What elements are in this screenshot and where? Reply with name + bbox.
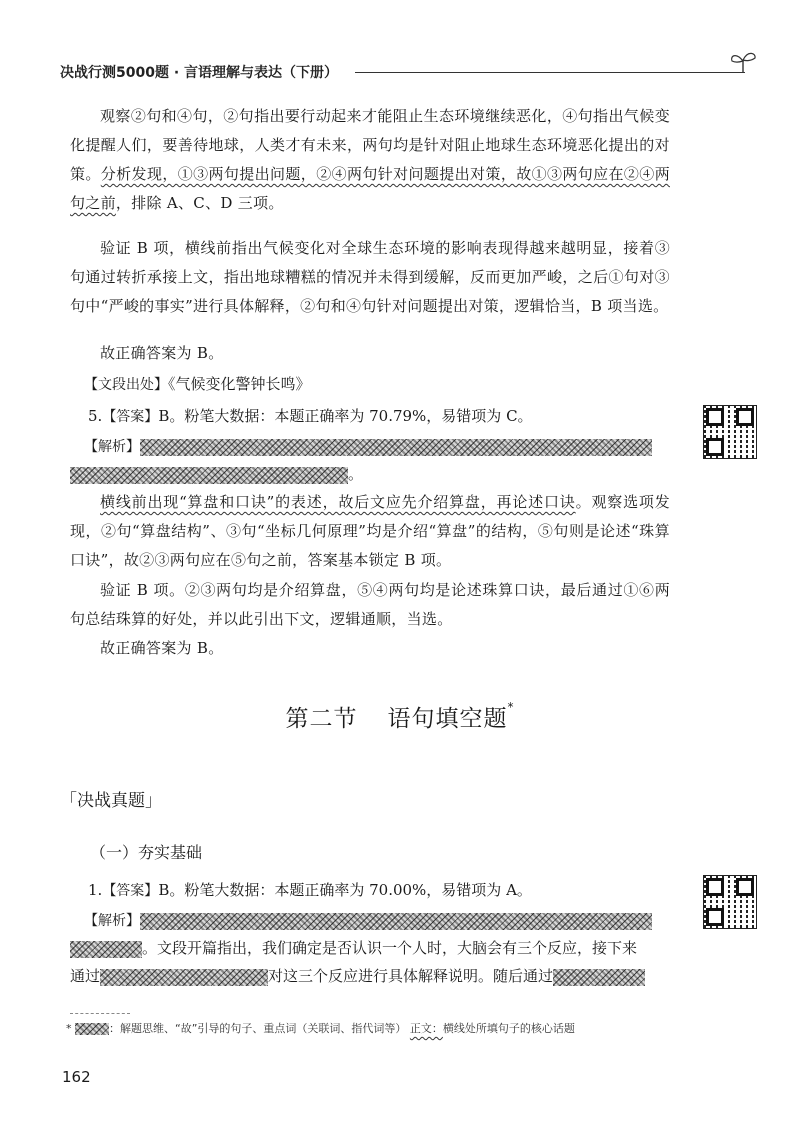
q5-answer-label: 【答案】 [102, 409, 159, 425]
q5-paragraph-1-rest: 。观察选项发现，②句“算盘结构”、③句“坐标几何原理”均是介绍“算盘”的结构，⑤句则是论述“珠算口诀”，故②③两句应在⑤句之前，答案基本锁定 B 项。 [70, 493, 671, 569]
q5-analysis-line-2 [70, 460, 670, 489]
q5-analysis-line [84, 432, 684, 462]
running-header-title: 决战行测5000题 · 言语理解与表达（下册） [60, 65, 339, 81]
sub-heading: 「决战真题」 [60, 791, 162, 811]
redacted-text-block [75, 1023, 109, 1035]
q5-analysis-paragraph-2: 验证 B 项。②③两句均是介绍算盘，⑤④两句均是论述珠算口诀，最后通过①⑥两句总结珠算的好处，并以此引出下文，逻辑通顺，当选。 [70, 581, 670, 628]
sub-section-heading: （一）夯实基础 [90, 843, 203, 862]
q1-line-2-text: 。文段开篇指出，我们确定是否认识一个人时，大脑会有三个反应，接下来 [142, 939, 638, 957]
q4-paragraph-1-key-point: 分析发现，①③两句提出问题，②④两句针对问题提出对策，故①③两句应在②④两句之前 [70, 165, 670, 212]
q5-conclusion: 故正确答案为 B。 [100, 639, 224, 657]
qr-code-icon[interactable] [703, 405, 757, 459]
footnote-text-3: 横线处所填句子的核心话题 [442, 1022, 575, 1035]
footnote-star: * [66, 1022, 72, 1035]
section-number: 第二节 [285, 706, 358, 732]
footnote-text-2: 正文： [409, 1022, 443, 1035]
q5-analysis-end: 。 [348, 465, 364, 483]
qr-code-icon[interactable] [703, 875, 757, 929]
q1-analysis-line-2 [70, 934, 670, 963]
section-name: 语句填空题 [387, 706, 508, 732]
page-number: 162 [62, 1068, 91, 1086]
q1-line-3-start: 通过 [70, 967, 101, 985]
q1-analysis-label: 【解析】 [84, 913, 140, 929]
redacted-text-block [140, 913, 652, 930]
q5-answer-text: B。粉笔大数据：本题正确率为 70.79%，易错项为 C。 [158, 407, 533, 425]
q4-analysis-paragraph-1 [70, 102, 670, 218]
q4-paragraph-1-text: 观察②句和④句，②句指出要行动起来才能阻止生态环境继续恶化，④句指出气候变化提醒人们，要善待地球，人类才有未来，两句均是针对阻止地球生态环境恶化提出的对策。 [70, 107, 670, 183]
q4-paragraph-1-tail: ，排除 A、C、D 三项。 [115, 194, 284, 212]
q1-number: 1. [88, 881, 103, 899]
q4-analysis-paragraph-2: 验证 B 项，横线前指出气候变化对全球生态环境的影响表现得越来越明显，接着③句通过转折承接上文，指出地球糟糕的情况并未得到缓解，反而更加严峻，之后①句对③句中“严峻的事实”进行具体解释，②句和④句针对问题提出对策，逻辑恰当，B 项当选。 [70, 239, 670, 315]
q1-answer-label: 【答案】 [102, 883, 159, 899]
q1-analysis-line [84, 906, 684, 936]
redacted-text-block [70, 467, 348, 484]
redacted-text-block [553, 969, 645, 986]
q5-number: 5. [88, 407, 103, 425]
q1-line-3-text: 对这三个反应进行具体解释说明。随后通过 [268, 967, 554, 985]
footnote-text-1: ：解题思维、“故”引导的句子、重点词（关联词、指代词等） [109, 1022, 407, 1035]
q1-answer-line [88, 876, 688, 906]
sprout-icon [728, 48, 758, 74]
header-rule [355, 72, 745, 73]
q5-answer-line [88, 402, 688, 432]
redacted-text-block [70, 941, 142, 958]
redacted-text-block [100, 969, 268, 986]
q5-analysis-label: 【解析】 [84, 439, 140, 455]
q4-source-line [84, 370, 684, 400]
section-title [0, 700, 800, 733]
q1-answer-text: B。粉笔大数据：本题正确率为 70.00%，易错项为 A。 [158, 881, 532, 899]
q5-paragraph-1-key-point: 横线前出现“算盘和口诀”的表述，故后文应先介绍算盘，再论述口诀 [100, 493, 576, 511]
section-footnote-mark: * [507, 700, 515, 714]
source-label: 【文段出处】 [84, 377, 168, 393]
q1-analysis-line-3 [70, 962, 670, 991]
source-title: 《气候变化警钟长鸣》 [168, 375, 311, 393]
q5-analysis-paragraph-1 [70, 488, 670, 575]
redacted-text-block [140, 439, 652, 456]
q4-conclusion: 故正确答案为 B。 [100, 344, 224, 362]
footnote [66, 1020, 575, 1036]
footnote-rule [70, 1013, 130, 1014]
